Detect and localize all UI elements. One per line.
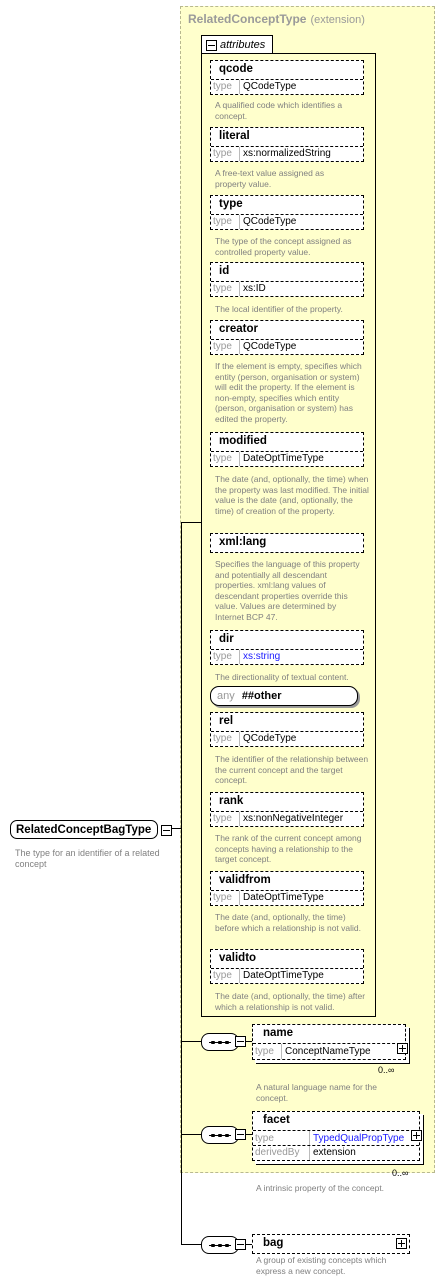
attribute-name: creator: [219, 323, 258, 335]
type-key: type: [211, 650, 240, 664]
attribute-modified[interactable]: [210, 432, 364, 467]
cardinality: 0..∞: [378, 1065, 395, 1075]
attribute-literal[interactable]: [210, 127, 364, 162]
attribute-type: DateOptTimeType: [243, 453, 324, 464]
attribute-name: qcode: [219, 63, 253, 75]
complex-type-name: RelatedConceptType: [188, 12, 307, 26]
any-namespace: ##other: [241, 690, 282, 702]
attribute-name: id: [219, 265, 230, 277]
expand-icon[interactable]: [397, 1043, 408, 1054]
attribute-name: modified: [219, 435, 267, 447]
attribute-validfrom[interactable]: [210, 871, 364, 906]
attribute-type: DateOptTimeType: [243, 892, 324, 903]
type-key: type: [211, 282, 240, 296]
attribute-type: QCodeType: [243, 733, 297, 744]
cardinality: 0..∞: [392, 1168, 409, 1178]
sequence-icon[interactable]: [201, 1126, 239, 1144]
any-label: any: [217, 690, 235, 702]
element-description: A group of existing concepts which express a new concept.: [256, 1255, 387, 1276]
attribute-type: xs:normalizedString: [243, 148, 331, 159]
element-derivation: extension: [313, 1147, 356, 1158]
attribute-description: The date (and, optionally, the time) when the property was last modified. The initial value is the date (and, optionally, the time) of creation of the property.: [215, 474, 369, 516]
collapse-icon[interactable]: [235, 1036, 246, 1047]
sequence-icon[interactable]: [201, 1033, 239, 1051]
type-key: type: [253, 1044, 282, 1059]
attribute-description: The date (and, optionally, the time) after which a relationship is not valid.: [215, 991, 366, 1012]
attribute-name: dir: [219, 633, 234, 645]
element-label: facet: [263, 1114, 290, 1126]
attribute-description: The date (and, optionally, the time) before which a relationship is not valid.: [215, 912, 361, 933]
attributes-tab[interactable]: [201, 35, 273, 54]
type-key: type: [211, 147, 240, 161]
attribute-validto[interactable]: [210, 949, 364, 984]
attribute-description: The type of the concept assigned as controlled property value.: [215, 236, 352, 257]
attribute-type: QCodeType: [243, 341, 297, 352]
sequence-icon[interactable]: [201, 1236, 239, 1254]
element-name[interactable]: [252, 1024, 406, 1060]
complex-type-title: [188, 12, 365, 26]
type-key: type: [211, 215, 240, 229]
attribute-description: A free-text value assigned as property value.: [215, 168, 325, 189]
attribute-name: literal: [219, 130, 250, 142]
attribute-type: DateOptTimeType: [243, 970, 324, 981]
connector-line: [181, 1244, 201, 1245]
element-bag[interactable]: [252, 1234, 410, 1254]
attribute-name: validfrom: [219, 874, 271, 886]
attribute-description: The local identifier of the property.: [215, 304, 343, 314]
attribute-description: A qualified code which identifies a concept.: [215, 100, 343, 121]
connector-line: [181, 1134, 201, 1135]
attribute-description: Specifies the language of this property and potentially all descendant properties. xml:lang values of descendant properties override this value. Values are determined by Internet BCP 47.: [215, 559, 360, 622]
type-key: type: [211, 732, 240, 746]
root-element[interactable]: [10, 820, 158, 839]
expand-icon[interactable]: [411, 1130, 422, 1141]
connector-line: [181, 1041, 201, 1042]
attribute-type[interactable]: [210, 195, 364, 230]
type-key: type: [211, 812, 240, 826]
type-key: type: [211, 340, 240, 354]
attribute-name: rank: [219, 795, 244, 807]
collapse-icon[interactable]: [235, 1129, 246, 1140]
connector-line: [181, 522, 182, 1244]
type-key: type: [211, 452, 240, 466]
type-key: type: [211, 891, 240, 905]
attribute-type: QCodeType: [243, 81, 297, 92]
derived-key: derivedBy: [253, 1146, 310, 1160]
type-key: type: [211, 969, 240, 983]
attribute-description: The identifier of the relationship between the current concept and the target concept.: [215, 754, 369, 785]
attribute-name: type: [219, 198, 243, 210]
element-label: name: [263, 1027, 294, 1039]
attribute-rank[interactable]: [210, 792, 364, 827]
attribute-type: xs:ID: [243, 283, 266, 294]
element-type-link[interactable]: TypedQualPropType: [313, 1133, 405, 1144]
connector-line: [171, 828, 181, 829]
attribute-xml-lang[interactable]: [210, 533, 364, 553]
attribute-id[interactable]: [210, 262, 364, 297]
element-label: bag: [263, 1237, 284, 1249]
attribute-description: If the element is empty, specifies which entity (person, organisation or system) will edit the property. If the element is non-empty, specifies which entity (person, organisation or system) has edited the property.: [215, 361, 362, 424]
collapse-icon[interactable]: [235, 1239, 246, 1250]
attribute-description: The directionality of textual content.: [215, 672, 349, 682]
collapse-icon[interactable]: [161, 825, 172, 836]
type-key: type: [253, 1131, 310, 1146]
attribute-type: xs:nonNegativeInteger: [243, 813, 344, 824]
attribute-qcode[interactable]: [210, 60, 364, 95]
attribute-rel[interactable]: [210, 712, 364, 747]
element-type: ConceptNameType: [285, 1046, 371, 1057]
attribute-description: The rank of the current concept among concepts having a relationship to the target concept.: [215, 833, 362, 864]
attribute-type-link[interactable]: xs:string: [243, 651, 281, 662]
root-description: The type for an identifier of a related concept: [15, 848, 160, 869]
any-attribute[interactable]: [210, 686, 358, 706]
element-description: A intrinsic property of the concept.: [256, 1183, 385, 1193]
attribute-dir[interactable]: [210, 630, 364, 665]
collapse-icon[interactable]: [206, 40, 217, 51]
attribute-type: QCodeType: [243, 216, 297, 227]
attribute-creator[interactable]: [210, 320, 364, 355]
connector-line: [181, 522, 201, 523]
attribute-name: validto: [219, 952, 257, 964]
expand-icon[interactable]: [396, 1238, 407, 1249]
root-element-name: RelatedConceptBagType: [16, 824, 152, 836]
attributes-label: attributes: [220, 39, 266, 51]
element-facet[interactable]: [252, 1111, 420, 1161]
element-description: A natural language name for the concept.: [256, 1082, 377, 1103]
type-key: type: [211, 80, 240, 94]
complex-type-derivation: (extension): [310, 14, 365, 26]
attribute-name: xml:lang: [219, 536, 267, 548]
attribute-name: rel: [219, 715, 234, 727]
